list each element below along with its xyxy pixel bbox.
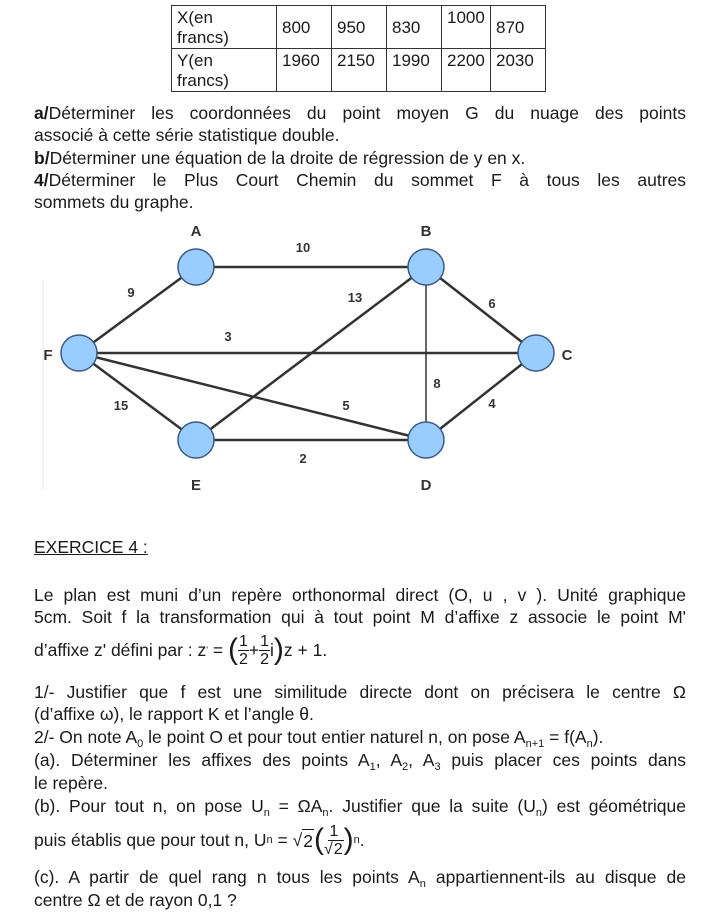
table-cell — [442, 6, 491, 49]
denominator: √2 — [323, 840, 343, 858]
subscript: 1 — [369, 761, 376, 773]
table-cell — [442, 49, 491, 92]
table-cell — [491, 49, 546, 92]
imaginary-unit: i — [270, 640, 274, 660]
weighted-graph — [0, 215, 720, 505]
row-header-x — [172, 6, 277, 49]
question-4-line1 — [34, 169, 686, 191]
question-text: Déterminer le Plus Court Chemin du sommet F à tous les autres — [48, 170, 686, 190]
subscript: 0 — [137, 738, 144, 750]
header-line: Y(en — [177, 51, 213, 70]
left-paren: ( — [227, 633, 238, 666]
subscript: n — [535, 807, 542, 819]
q2-text: le point O et pour tout entier naturel n, on pose A — [143, 727, 526, 747]
question-text: Déterminer les coordonnées du point moyen G du nuage des points — [48, 103, 686, 123]
question-b — [34, 147, 525, 169]
qb-line2: puis établis que pour tout n, U n = √ 2 ( $\frac{1}{√2}$ ) n . — [34, 822, 365, 858]
fraction-one-half — [259, 633, 270, 668]
question-4-line2 — [34, 191, 194, 213]
cell-value: 1960 — [282, 51, 320, 70]
table-cell — [277, 6, 332, 49]
subscript: 3 — [434, 761, 441, 773]
denominator: 2 — [260, 650, 269, 668]
right-paren: ) — [343, 823, 354, 856]
equation-line — [34, 632, 327, 668]
exercise-title: EXERCICE 4 : — [34, 537, 148, 557]
intro-text: Le plan est muni d’un repère orthonormal direct (O, u , v ). Unité graphique — [34, 585, 686, 605]
edge-D-C — [426, 353, 536, 440]
edge-weight-B-C: 6 — [488, 296, 496, 311]
row-header-y — [172, 49, 277, 92]
numerator: 1 — [238, 632, 248, 650]
fraction-inv-sqrt2 — [324, 823, 344, 858]
numerator: 1 — [329, 822, 339, 840]
plus-sign: + — [248, 640, 260, 660]
subscript: 2 — [402, 761, 409, 773]
qb-text: . Justifier que la suite (U — [328, 796, 536, 816]
qa-text: puis placer ces points dans — [440, 750, 686, 770]
edge-weight-D-C: 4 — [488, 396, 496, 411]
left-paren: ( — [313, 823, 324, 856]
edge-weight-F-A: 9 — [127, 285, 135, 300]
subscript: n+1 — [525, 738, 545, 750]
cell-value: 2150 — [337, 51, 375, 70]
question-label: a/ — [34, 103, 49, 123]
equals-sqrt: = √ — [272, 830, 303, 850]
node-A — [178, 249, 214, 285]
node-D — [408, 422, 444, 458]
qb-text: (b). Pour tout n, on pose U — [34, 796, 264, 816]
qb-text: = ΩA — [269, 796, 323, 816]
qa-text: le repère. — [34, 773, 108, 793]
table-cell — [332, 6, 387, 49]
edge-B-C — [426, 267, 536, 353]
qc-text: centre Ω et de rayon 0,1 ? — [34, 890, 237, 910]
qc-text: appartiennent-ils au disque de — [425, 867, 686, 887]
cell-value: 950 — [337, 18, 366, 37]
node-label-B: B — [420, 223, 432, 240]
sqrt-argument: 2 — [303, 830, 313, 851]
question-text: sommets du graphe. — [34, 192, 194, 212]
q1-line2 — [34, 703, 314, 725]
qb-text: ) est géométrique — [541, 796, 687, 816]
node-C — [518, 335, 554, 371]
qc-line2 — [34, 889, 237, 911]
qc-text: (c). A partir de quel rang n tous les points A — [34, 867, 420, 887]
node-label-E: E — [190, 477, 202, 494]
data-table — [171, 5, 546, 92]
edge-F-A — [79, 267, 196, 353]
numerator: 1 — [260, 632, 269, 650]
edge-weight-A-B: 10 — [295, 240, 311, 255]
header-line: francs) — [177, 71, 229, 90]
q1-text: (d’affixe ω), le rapport K et l’angle θ. — [34, 704, 314, 724]
q2-text: ). — [592, 727, 604, 747]
node-F — [61, 335, 97, 371]
table-cell — [277, 49, 332, 92]
table-cell — [387, 49, 442, 92]
qa-text: (a). Déterminer les affixes des points A — [34, 750, 370, 770]
equation-suffix: z + 1. — [283, 640, 328, 660]
node-label-D: D — [420, 477, 432, 494]
subscript: n — [586, 738, 593, 750]
table-cell — [332, 49, 387, 92]
qa-line2 — [34, 772, 108, 794]
cell-value: 1990 — [392, 51, 430, 70]
cell-value: 870 — [496, 18, 525, 37]
header-line: francs) — [177, 28, 229, 47]
edge-weight-F-E: 15 — [113, 398, 129, 413]
question-label: b/ — [34, 148, 50, 168]
q1-line1 — [34, 681, 686, 703]
table-cell — [491, 6, 546, 49]
table-row-y — [172, 49, 546, 92]
qb-text: puis établis que pour tout n, U — [34, 830, 267, 850]
intro-line1 — [34, 584, 686, 606]
subscript: n — [419, 878, 426, 890]
cell-value: 830 — [392, 18, 421, 37]
edge-weight-F-C: 3 — [224, 329, 232, 344]
table-cell — [387, 6, 442, 49]
node-B — [408, 249, 444, 285]
equals-sign: = — [208, 640, 228, 660]
node-label-C: C — [561, 347, 573, 364]
edge-weight-E-D: 2 — [299, 451, 307, 466]
cell-value: 1000 — [447, 8, 485, 27]
subscript: n — [322, 807, 329, 819]
question-a-line2 — [34, 124, 339, 146]
edge-weight-E-B: 13 — [347, 290, 363, 305]
denominator: 2 — [238, 650, 248, 668]
node-label-F: F — [43, 347, 53, 364]
node-E — [178, 422, 214, 458]
equation-prefix: d’affixe z' défini par : z — [34, 640, 207, 660]
edge-weight-F-D: 5 — [342, 398, 350, 413]
cell-value: 2200 — [447, 51, 485, 70]
question-a-line1 — [34, 102, 686, 124]
question-text: Déterminer une équation de la droite de régression de y en x. — [49, 148, 526, 168]
intro-text: 5cm. Soit f la transformation qui à tout point M d’affixe z associe le point M' — [34, 607, 686, 627]
q2-text: = f(A — [544, 727, 587, 747]
qa-line1: (a). Déterminer les affixes des points $A_1$, $A_2$, $A_3$ puis placer ces points dans — [34, 750, 686, 773]
intro-line2 — [34, 606, 686, 628]
edge-weight-B-D: 8 — [433, 376, 441, 391]
edge-F-E — [79, 353, 196, 440]
right-paren: ) — [273, 633, 284, 666]
header-line: X(en — [177, 8, 213, 27]
question-label: 4/ — [34, 170, 49, 190]
q1-text: 1/- Justifier que f est une similitude directe dont on précisera le centre Ω — [34, 682, 686, 702]
fraction-one-half — [238, 633, 249, 668]
q2-text: 2/- On note A — [34, 727, 138, 747]
cell-value: 2030 — [496, 51, 534, 70]
subscript: n — [263, 807, 270, 819]
table-row-x — [172, 6, 546, 49]
exponent: n — [353, 834, 360, 846]
subscript: n — [266, 834, 273, 846]
prime-mark: ' — [206, 645, 208, 655]
question-text: associé à cette série statistique double. — [34, 125, 340, 145]
node-label-A: A — [190, 223, 202, 240]
sqrt-argument: 2 — [333, 840, 343, 858]
cell-value: 800 — [282, 18, 311, 37]
